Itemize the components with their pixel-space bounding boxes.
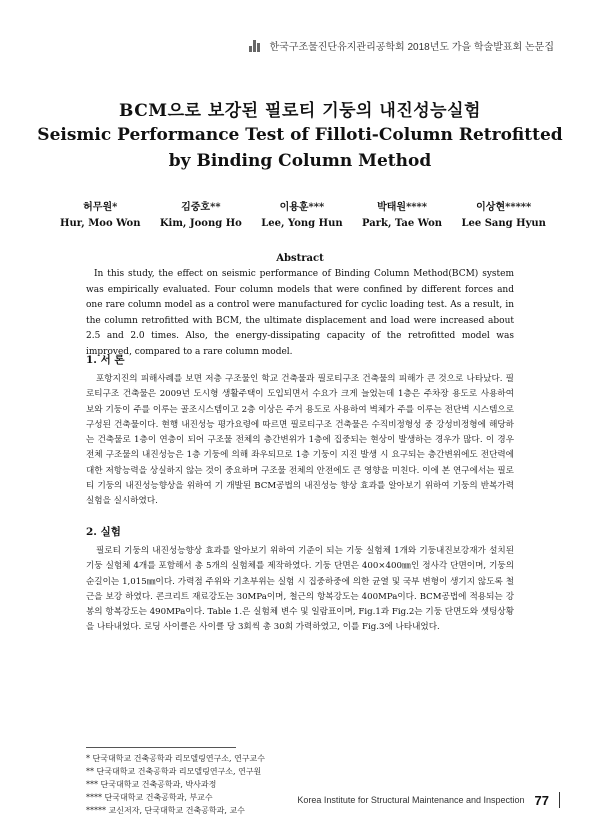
footnote: **** 단국대학교 건축공학과, 부교수 <box>86 793 213 802</box>
footnote: * 단국대학교 건축공학과 리모델링연구소, 연구교수 <box>86 754 266 763</box>
title-english <box>0 122 600 174</box>
author-name-korean: 박태원**** <box>377 202 427 213</box>
footnote: ** 단국대학교 건축공학과 리모델링연구소, 연구원 <box>86 767 262 776</box>
section-heading-experiment: 2. 실험 <box>86 526 121 538</box>
author-list <box>60 200 546 232</box>
author-name-korean: 이상현***** <box>476 202 532 213</box>
author-name-korean: 이용훈*** <box>279 202 325 213</box>
author <box>60 200 140 232</box>
author-name-english: Lee Sang Hyun <box>461 218 546 229</box>
page-footer <box>297 792 560 808</box>
footnote: *** 단국대학교 건축공학과, 박사과정 <box>86 780 217 789</box>
abstract-heading: Abstract <box>276 253 324 264</box>
introduction-paragraph: 포항지진의 피해사례를 보면 저층 구조물인 학교 건축물과 필로티구조 건축물의 피해가 큰 것으로 나타났다. 필로티구조 건축물은 2009년 도시형 생활주택이 도입되면서 수요가 크게 늘었는데 1층은 주차장 용도로 사용하여 보와 기둥이 주를 이루는 골조시스템이고 2층 이상은 주거 용도로 사용하여 벽체가 주를 이루는 전단벽 시스템으로 구성된 건축물이다. 현행 내진성능 평가요령에 따르면 필로티구조 건축물은 수직비정형성 중 강성비정형에 해당하는 건축물로 1층이 연층이 되어 구조물 전체의 층간변위가 1층에 집중되는 현상이 발생하는 경우가 많다. 이 경우 전체 구조물의 내진성능은 1층 기둥에 의해 좌우되므로 1층 기둥이 지진 발생 시 요구되는 층간변위에도 전단력에 대한 저항능력을 상실하지 않는 것이 중요하며 구조물 전체의 안전에도 큰 영향을 미친다. 이에 본 연구에서는 필로티 기둥의 내진성능향상을 위하여 기 개발된 BCM공법의 내진성능 향상 효과를 알아보기 위하여 기둥의 반복가력 실험을 실시하였다. <box>86 374 514 507</box>
title-english-line2: by Binding Column Method <box>168 151 432 171</box>
running-title: 한국구조물진단유지관리공학회 2018년도 가을 학술발표회 논문집 <box>269 42 554 53</box>
author-name-korean: 김중호** <box>181 202 221 213</box>
footnotes <box>86 752 265 817</box>
section-heading-introduction: 1. 서 론 <box>86 354 125 366</box>
author-name-english: Hur, Moo Won <box>60 218 141 229</box>
title-korean: BCM으로 보강된 필로티 기둥의 내진성능실험 <box>119 101 481 121</box>
running-header <box>249 38 554 53</box>
author <box>160 200 242 232</box>
footer-divider <box>559 792 560 808</box>
experiment-paragraph: 필로티 기둥의 내진성능향상 효과를 알아보기 위하여 기준이 되는 기둥 실험체 1개와 기둥내진보강재가 설치된 기둥 실험체 4개를 포함해서 총 5개의 실험체를 제작하였다. 기둥 단면은 400×400㎜인 정사각 단면이며, 기둥의 순길이는 1,015㎜이다. 가력점 주위와 기초부위는 실험 시 집중하중에 의한 균열 및 국부 변형이 생기지 않도록 철근을 보강 하였다. 콘크리트 재료강도는 30MPa이며, 철근의 항복강도는 400MPa이다. BCM공법에 적용되는 강봉의 항복강도는 490MPa이다. Table 1.은 실험체 변수 및 일람표이며, Fig.1과 Fig.2는 기둥 단면도와 셋팅상황을 나타내었다. 로딩 사이클은 사이클 당 3회씩 총 30회 가력하였고, 이를 Fig.3에 나타내었다. <box>86 546 514 633</box>
footnote-divider <box>86 747 236 748</box>
footnote: ***** 교신저자, 단국대학교 건축공학과, 교수 <box>86 806 245 815</box>
author-name-english: Lee, Yong Hun <box>261 218 343 229</box>
footer-journal-name: Korea Institute for Structural Maintenance and Inspection <box>297 795 525 805</box>
title-english-line1: Seismic Performance Test of Filloti-Column Retrofitted <box>37 125 563 145</box>
author <box>261 200 342 232</box>
author <box>362 200 442 232</box>
author-name-korean: 허무원* <box>83 202 118 213</box>
abstract-text: In this study, the effect on seismic performance of Binding Column Method(BCM) system was empirically evaluated. Four column models that were confined by different forces and one rare column model as a control were manufactured for cyclic loading test. As a result, in the column retrofitted with BCM, the ultimate displacement and load were increased about 2.5 and 2.0 times. Also, the energy-dissipating capacity of the retrofitted model was improved, compared to a rare column model. <box>86 269 514 357</box>
page-number: 77 <box>534 792 549 808</box>
author-name-english: Kim, Joong Ho <box>159 218 242 229</box>
author <box>461 200 545 232</box>
author-name-english: Park, Tae Won <box>362 218 443 229</box>
bar-chart-icon <box>249 40 263 52</box>
